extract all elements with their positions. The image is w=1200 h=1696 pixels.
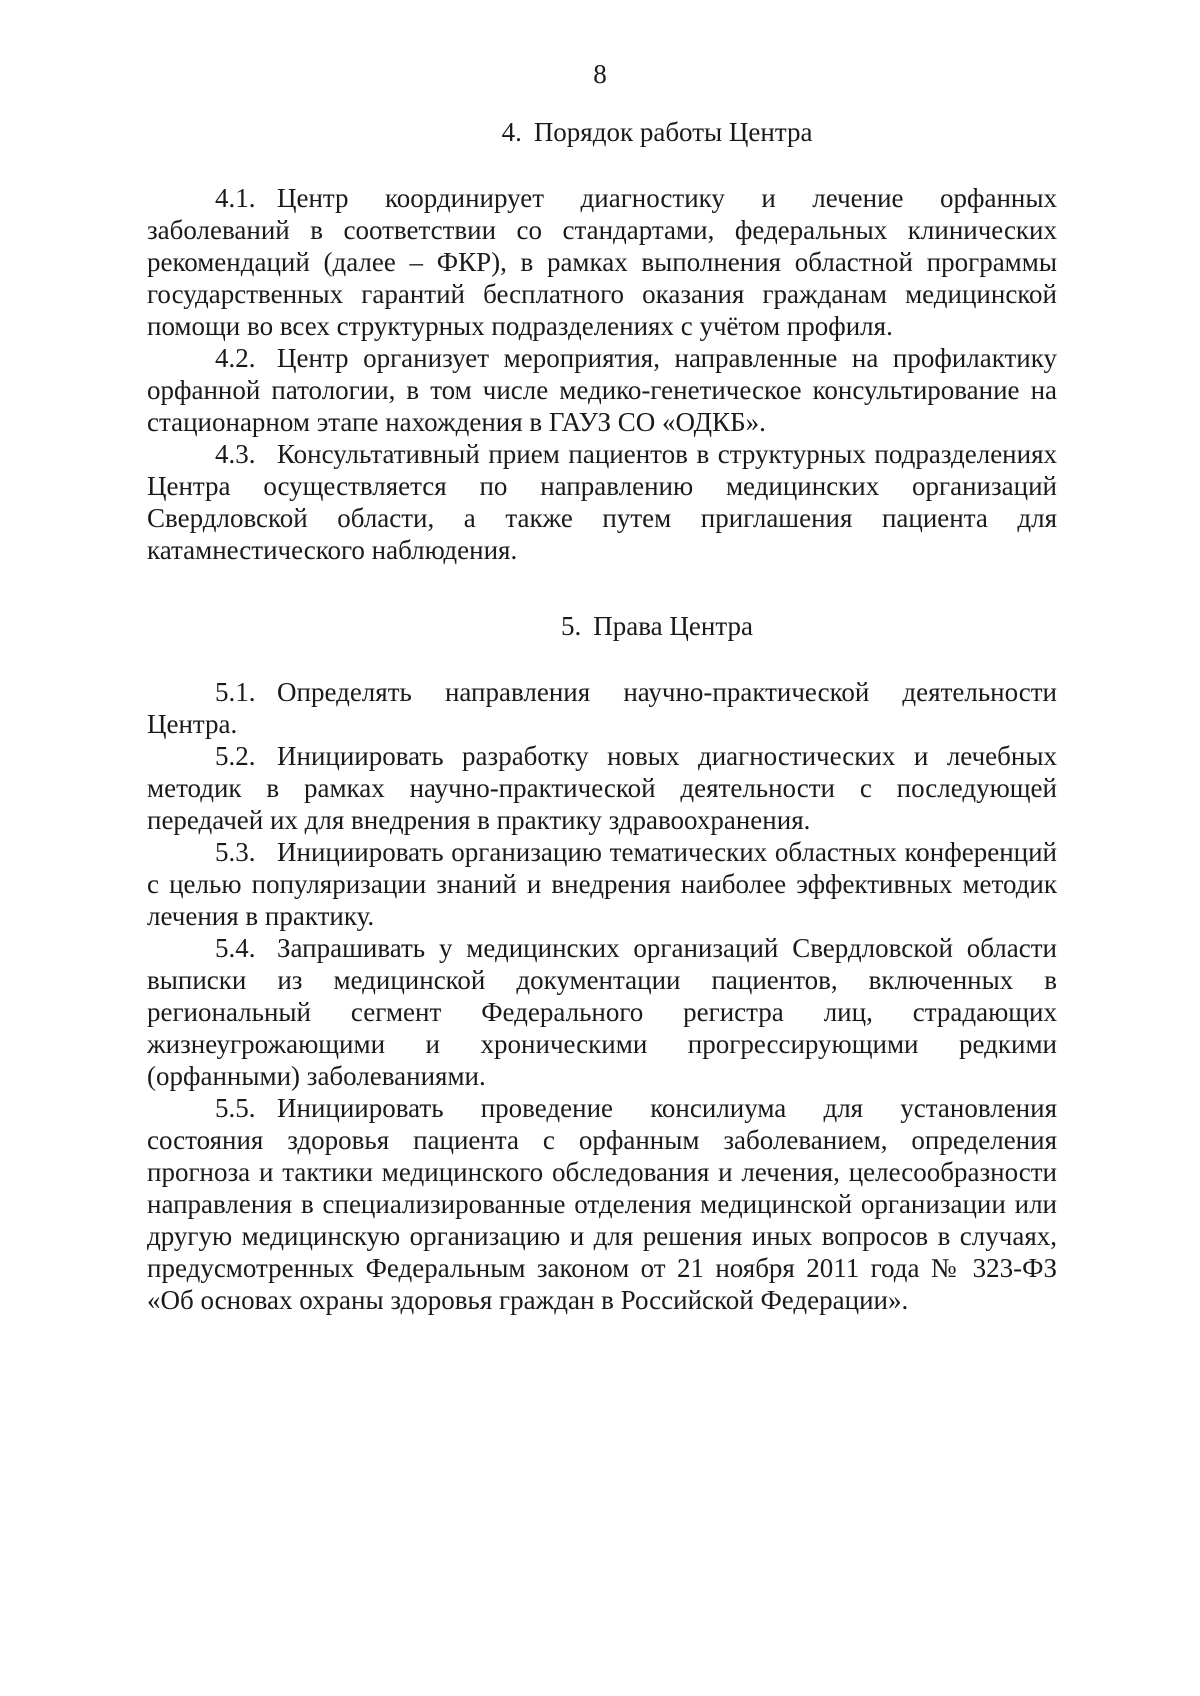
clause-5-4 [147, 932, 1057, 1092]
clause-text: Инициировать разработку новых диагностических и лечебных методик в рамках научно-практической деятельности с последующей передачей их для внедрения в практику здравоохранения. [147, 741, 1057, 835]
clause-5-2 [147, 740, 1057, 836]
clause-4-3 [147, 438, 1057, 566]
clause-number: 4.1. [215, 183, 256, 213]
section-title: Порядок работы Центра [533, 117, 813, 147]
clause-number: 4.3. [215, 439, 256, 469]
clause-text: Определять направления научно-практической деятельности Центра. [147, 677, 1057, 739]
page-number: 8 [593, 59, 607, 89]
clause-number: 5.2. [215, 741, 256, 771]
clause-text: Консультативный прием пациентов в структурных подразделениях Центра осуществляется по направлению медицинских организаций Свердловской области, а также путем приглашения пациента для катамнестического наблюдения. [147, 439, 1057, 565]
section-number: 4. [501, 117, 522, 147]
clause-text: Запрашивать у медицинских организаций Свердловской области выписки из медицинской документации пациентов, включенных в региональный сегмент Федерального регистра лиц, страдающих жизнеугрожающими и хроническими прогрессирующими редкими (орфанными) заболеваниями. [147, 933, 1057, 1091]
clause-text: Инициировать организацию тематических областных конференций с целью популяризации знаний и внедрения наиболее эффективных методик лечения в практику. [147, 837, 1057, 931]
clause-number: 4.2. [215, 343, 256, 373]
clause-number: 5.5. [215, 1093, 256, 1123]
section-number: 5. [561, 611, 582, 641]
document-body [147, 116, 1057, 1316]
clause-text: Центр организует мероприятия, направленные на профилактику орфанной патологии, в том числе медико-генетическое консультирование на стационарном этапе нахождения в ГАУЗ СО «ОДКБ». [147, 343, 1057, 437]
clause-4-2 [147, 342, 1057, 438]
section-heading-5 [147, 610, 1057, 642]
clause-5-3 [147, 836, 1057, 932]
section-heading-4 [147, 116, 1057, 148]
clause-4-1 [147, 182, 1057, 342]
clause-number: 5.4. [215, 933, 256, 963]
clause-5-1 [147, 676, 1057, 740]
clause-number: 5.3. [215, 837, 256, 867]
clause-5-5 [147, 1092, 1057, 1316]
clause-text: Центр координирует диагностику и лечение орфанных заболеваний в соответствии со стандартами, федеральных клинических рекомендаций (далее – ФКР), в рамках выполнения областной программы государственных гарантий бесплатного оказания гражданам медицинской помощи во всех структурных подразделениях с учётом профиля. [147, 183, 1057, 341]
section-spacer [147, 566, 1057, 596]
clause-text: Инициировать проведение консилиума для установления состояния здоровья пациента с орфанным заболеванием, определения прогноза и тактики медицинского обследования и лечения, целесообразности направления в специализированные отделения медицинской организации или другую медицинскую организацию и для решения иных вопросов в случаях, предусмотренных Федеральным законом от 21 ноября 2011 года № 323-ФЗ «Об основах охраны здоровья граждан в Российской Федерации». [147, 1093, 1057, 1315]
clause-number: 5.1. [215, 677, 256, 707]
section-title: Права Центра [593, 611, 753, 641]
